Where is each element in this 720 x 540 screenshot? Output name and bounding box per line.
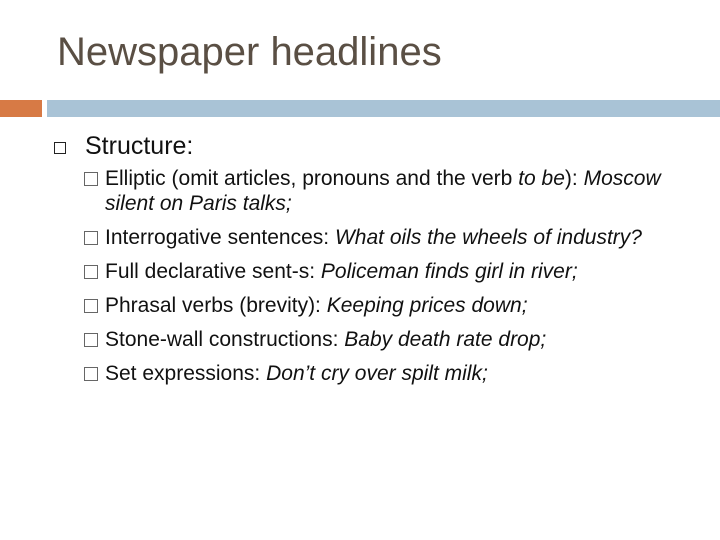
item-label: Set expressions: [105,362,267,385]
checkbox-bullet-icon [84,367,98,381]
checkbox-bullet-icon [84,333,98,347]
list-item [84,225,684,250]
checkbox-bullet-icon [84,265,98,279]
list-item [84,361,684,386]
list-item [84,327,684,352]
item-label-cont: ): [564,167,584,190]
item-label: Elliptic (omit articles, pronouns and the verb [105,167,519,190]
item-label: Stone-wall constructions: [105,328,345,351]
checkbox-bullet-icon [84,299,98,313]
item-italic-term: to be [518,167,565,190]
structure-heading: Structure: [85,132,194,160]
structure-heading-row [54,132,193,161]
list-item-text [105,166,684,216]
slide-title: Newspaper headlines [57,30,442,74]
list-item-text [105,361,684,386]
item-label: Full declarative sent-s: [105,260,321,283]
list-item-text [105,225,684,250]
item-example: Don’t cry over spilt milk; [266,362,488,385]
item-example: What oils the wheels of industry? [334,226,642,249]
item-example: Moscow silent on Paris talks; [105,167,661,215]
structure-list [84,166,684,386]
checkbox-bullet-icon [84,172,98,186]
checkbox-bullet-icon [84,231,98,245]
item-label: Phrasal verbs (brevity): [105,294,327,317]
list-item [84,166,684,216]
list-item [84,259,684,284]
item-label: Interrogative sentences: [105,226,335,249]
item-example: Baby death rate drop; [344,328,547,351]
hollow-square-bullet-icon [54,142,66,154]
accent-bar-orange [0,100,42,117]
item-example: Policeman finds girl in river; [320,260,578,283]
item-example: Keeping prices down; [326,294,528,317]
list-item-text [105,327,684,352]
accent-bar-blue [47,100,720,117]
list-item [84,293,684,318]
list-item-text [105,293,684,318]
list-item-text [105,259,684,284]
